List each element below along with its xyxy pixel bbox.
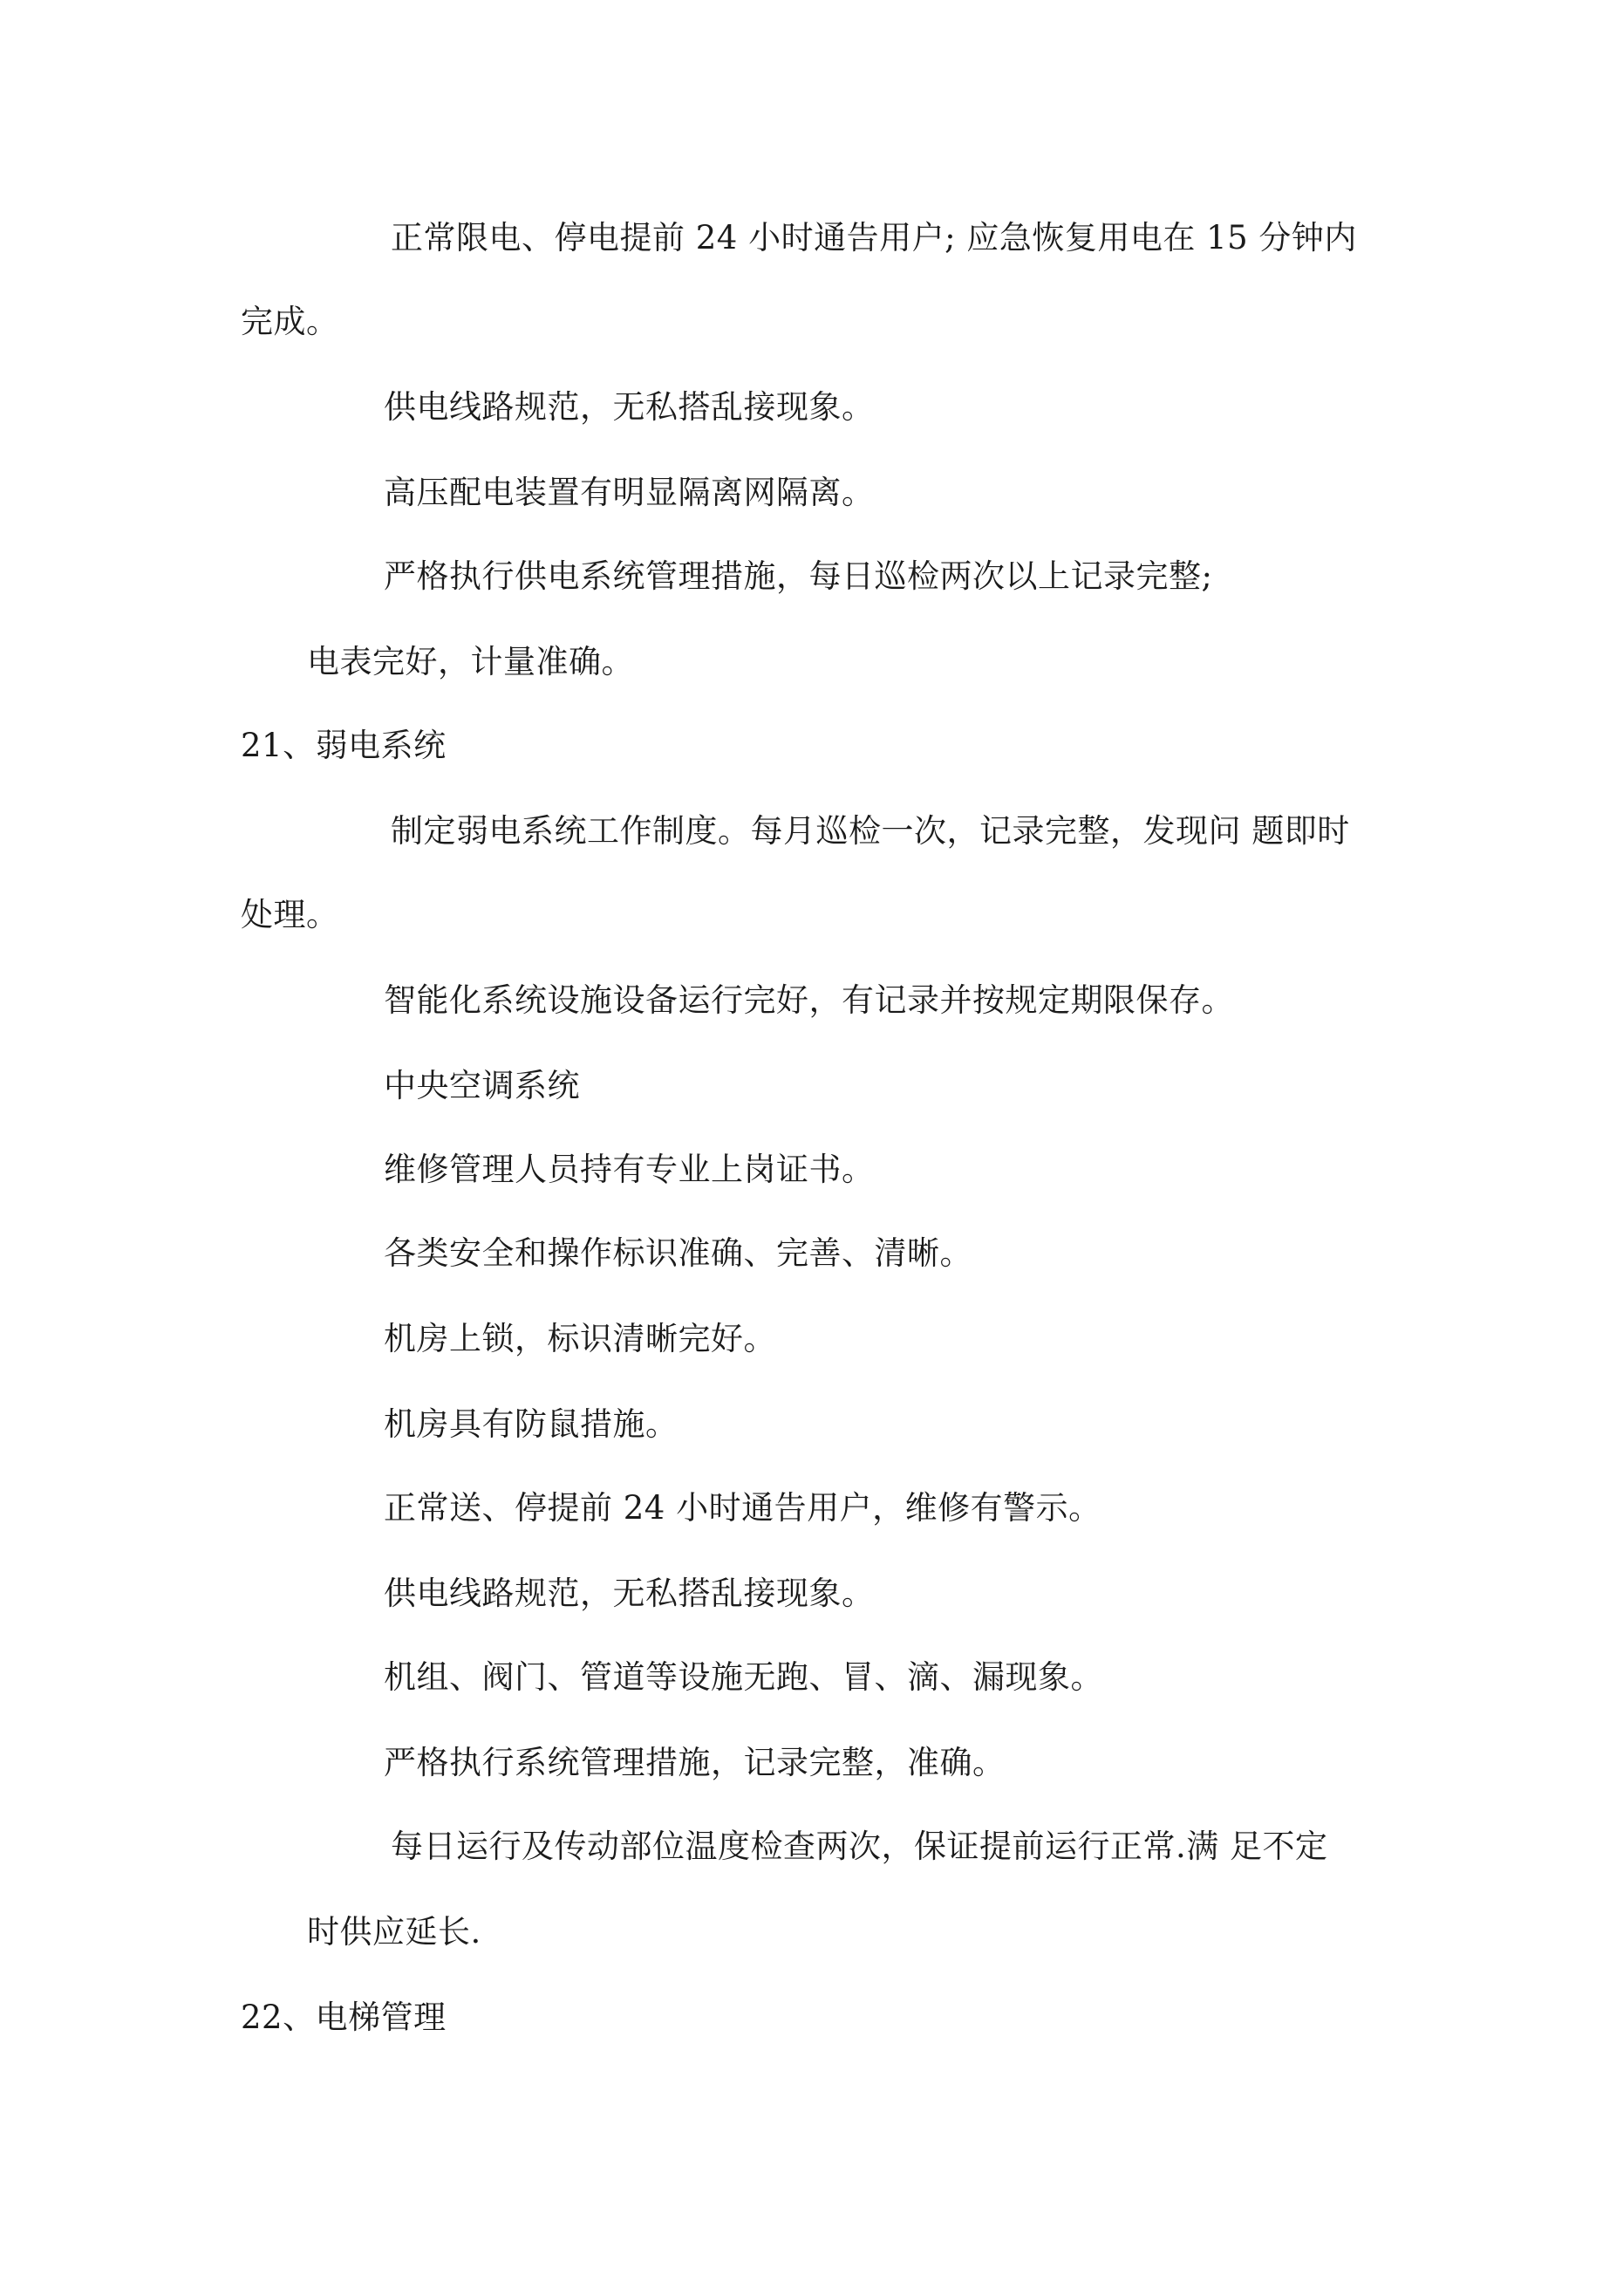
paragraph-line: 正常限电、停电提前 24 小时通告用户; 应急恢复用电在 15 分钟内 xyxy=(391,219,1357,256)
paragraph-line: 处理。 xyxy=(241,896,339,933)
paragraph-line: 机房具有防鼠措施。 xyxy=(384,1405,679,1443)
paragraph-line: 制定弱电系统工作制度。每月巡检一次，记录完整，发现问 题即时 xyxy=(391,812,1350,850)
paragraph-line: 供电线路规范，无私搭乱接现象。 xyxy=(384,388,875,426)
paragraph-line: 每日运行及传动部位温度检查两次，保证提前运行正常.满 足不定 xyxy=(391,1828,1328,1865)
section-heading: 21、弱电系统 xyxy=(241,727,447,764)
paragraph-line: 各类安全和操作标识准确、完善、清晰。 xyxy=(384,1234,972,1272)
paragraph-line: 完成。 xyxy=(241,303,339,340)
section-heading: 22、电梯管理 xyxy=(241,1999,447,2036)
paragraph-line: 供电线路规范，无私搭乱接现象。 xyxy=(384,1575,875,1612)
paragraph-line: 严格执行供电系统管理措施，每日巡检两次以上记录完整; xyxy=(384,557,1213,595)
paragraph-line: 维修管理人员持有专业上岗证书。 xyxy=(384,1151,875,1188)
paragraph-line: 智能化系统设施设备运行完好，有记录并按规定期限保存。 xyxy=(384,981,1234,1019)
paragraph-line: 机房上锁，标识清晰完好。 xyxy=(384,1320,776,1357)
paragraph-line: 严格执行系统管理措施，记录完整，准确。 xyxy=(384,1744,1006,1781)
paragraph-line: 正常送、停提前 24 小时通告用户，维修有警示。 xyxy=(384,1489,1101,1527)
paragraph-line: 高压配电装置有明显隔离网隔离。 xyxy=(384,474,875,511)
subsection-heading: 中央空调系统 xyxy=(384,1067,580,1104)
paragraph-line: 电表完好，计量准确。 xyxy=(307,643,634,680)
paragraph-line: 时供应延长. xyxy=(307,1913,481,1951)
paragraph-line: 机组、阀门、管道等设施无跑、冒、滴、漏现象。 xyxy=(384,1658,1103,1696)
